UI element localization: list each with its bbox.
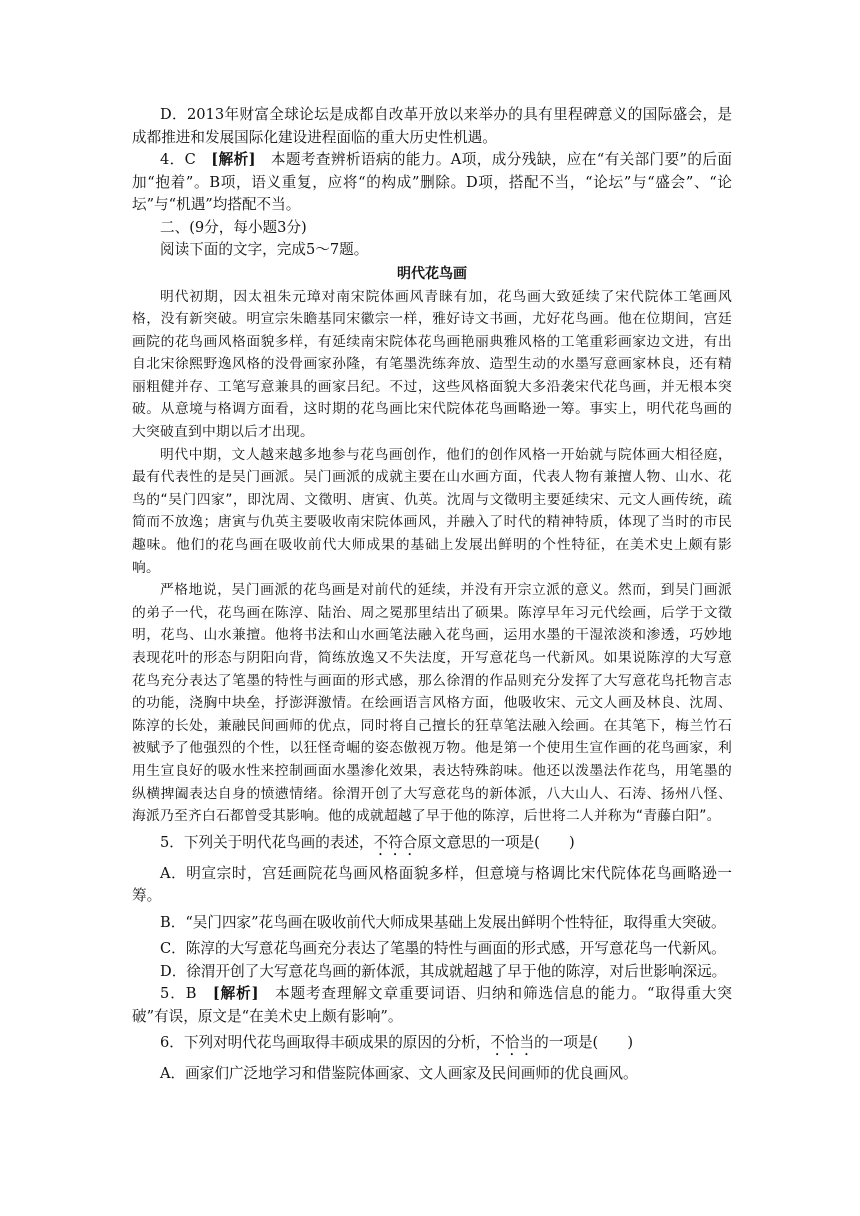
question-5-stem-after: 原文意思的一项是( ) (417, 833, 575, 851)
section-2-instruction: 阅读下面的文字，完成5～7题。 (160, 241, 369, 258)
question-5-emphasis: 不符合 (373, 833, 418, 851)
answer-5-tag: [解析] (212, 985, 259, 1003)
question-5-option-a: A．明宣宗时，宫廷画院花鸟画风格面貌多样，但意境与格调比宋代院体花鸟画略逊一筹。 (132, 864, 732, 905)
q3-option-d: D．2013年财富全球论坛是成都自改革开放以来举办的具有里程碑意义的国际盛会，是成都推进和发展国际化建设进程面临的重大历史性机遇。 (132, 106, 732, 146)
article-title: 明代花鸟画 (397, 265, 467, 282)
answer-5-number: 5．B (160, 985, 197, 1003)
answer-4-number: 4．C (160, 151, 196, 168)
answer-4-text: 本题考查辨析语病的能力。A项，成分残缺，应在“有关部门要”的后面加“抱着”。B项，语义重复，应将“的构成”删除。D项，搭配不当，“论坛”与“盛会”、“论坛”与“机遇”均搭配不当。 (132, 151, 732, 213)
question-5-option-b: B．“吴门四家”花鸟画在吸收前代大师成果基础上发展出鲜明个性特征，取得重大突破。 (160, 913, 726, 931)
question-5-option-c: C．陈淳的大写意花鸟画充分表达了笔墨的特性与画面的形式感，开写意花鸟一代新风。 (160, 940, 726, 958)
question-5-option-d: D．徐渭开创了大写意花鸟画的新体派，其成就超越了早于他的陈淳，对后世影响深远。 (160, 962, 727, 980)
article-paragraph-1: 明代初期，因太祖朱元璋对南宋院体画风青睐有加，花鸟画大致延续了宋代院体工笔画风格，没有新突破。明宣宗朱瞻基同宋徽宗一样，雅好诗文书画，尤好花鸟画。他在位期间，宫廷画院的花鸟画风格面貌多样，有延续南宋院体花鸟画艳丽典雅风格的工笔重彩画家边文进，有出自北宋徐熙野逸风格的没骨画家孙隆，有笔墨洗练奔放、造型生动的水墨写意画家林良，还有精丽粗健并存、工笔写意兼具的画家吕纪。不过，这些风格面貌大多沿袭宋代花鸟画，并无根本突破。从意境与格调方面看，这时期的花鸟画比宋代院体花鸟画略逊一筹。事实上，明代花鸟画的大突破直到中期以后才出现。 (132, 288, 732, 441)
section-2-heading: 二、(9分，每小题3分) (160, 218, 307, 236)
question-6-option-a: A．画家们广泛地学习和借鉴院体画家、文人画家及民间画师的优良画风。 (160, 1065, 638, 1083)
article-paragraph-3: 严格地说，吴门画派的花鸟画是对前代的延续，并没有开宗立派的意义。然而，到吴门画派的弟子一代，花鸟画在陈淳、陆治、周之冕那里结出了硕果。陈淳早年习元代绘画，后学于文徵明，花鸟、山水兼擅。他将书法和山水画笔法融入花鸟画，运用水墨的干湿浓淡和渗透，巧妙地表现花叶的形态与阴阳向背，简练放逸又不失法度，开写意花鸟一代新风。如果说陈淳的大写意花鸟充分表达了笔墨的特性与画面的形式感，那么徐渭的作品则充分发挥了大写意花鸟托物言志的功能，浇胸中块垒，抒澎湃激情。在绘画语言风格方面，他吸收宋、元文人画及林良、沈周、陈淳的长处，兼融民间画师的优点，同时将自己擅长的狂草笔法融入绘画。在其笔下，梅兰竹石被赋予了他强烈的个性，以狂怪奇崛的姿态傲视万物。他是第一个使用生宣作画的花鸟画家，利用生宣良好的吸水性来控制画面水墨渗化效果，表达特殊韵味。他还以泼墨法作花鸟，用笔墨的纵横捭阖表达自身的愤懑情绪。徐渭开创了大写意花鸟的新体派，八大山人、石涛、扬州八怪、海派乃至齐白石都曾受其影响。他的成就超越了早于他的陈淳，后世将二人并称为“青藤白阳”。 (132, 582, 732, 825)
question-6-stem-before: 6．下列对明代花鸟画取得丰硕成果的原因的分析， (160, 1034, 491, 1052)
question-6-stem (132, 1032, 732, 1059)
question-5-stem-before: 5．下列关于明代花鸟画的表述， (160, 833, 374, 851)
answer-4 (132, 149, 732, 217)
question-6-stem-after: 的一项是( ) (534, 1034, 634, 1052)
answer-5 (132, 983, 732, 1028)
question-6-emphasis: 不恰当 (490, 1034, 535, 1052)
question-5-stem (132, 832, 732, 859)
answer-5-text: 本题考查理解文章重要词语、归纳和筛选信息的能力。“取得重大突破”有误，原文是“在美术史上颇有影响”。 (132, 985, 732, 1025)
article-paragraph-2: 明代中期，文人越来越多地参与花鸟画创作，他们的创作风格一开始就与院体画大相径庭，最有代表性的是吴门画派。吴门画派的成就主要在山水画方面，代表人物有兼擅人物、山水、花鸟的“吴门四家”，即沈周、文徵明、唐寅、仇英。沈周与文徵明主要延续宋、元文人画传统，疏简而不放逸；唐寅与仇英主要吸收南宋院体画风，并融入了时代的精神特质，体现了当时的市民趣味。他们的花鸟画在吸收前代大师成果的基础上发展出鲜明的个性特征，在美术史上颇有影响。 (132, 446, 732, 576)
answer-4-tag: [解析] (211, 151, 256, 168)
document-page (132, 104, 732, 1086)
